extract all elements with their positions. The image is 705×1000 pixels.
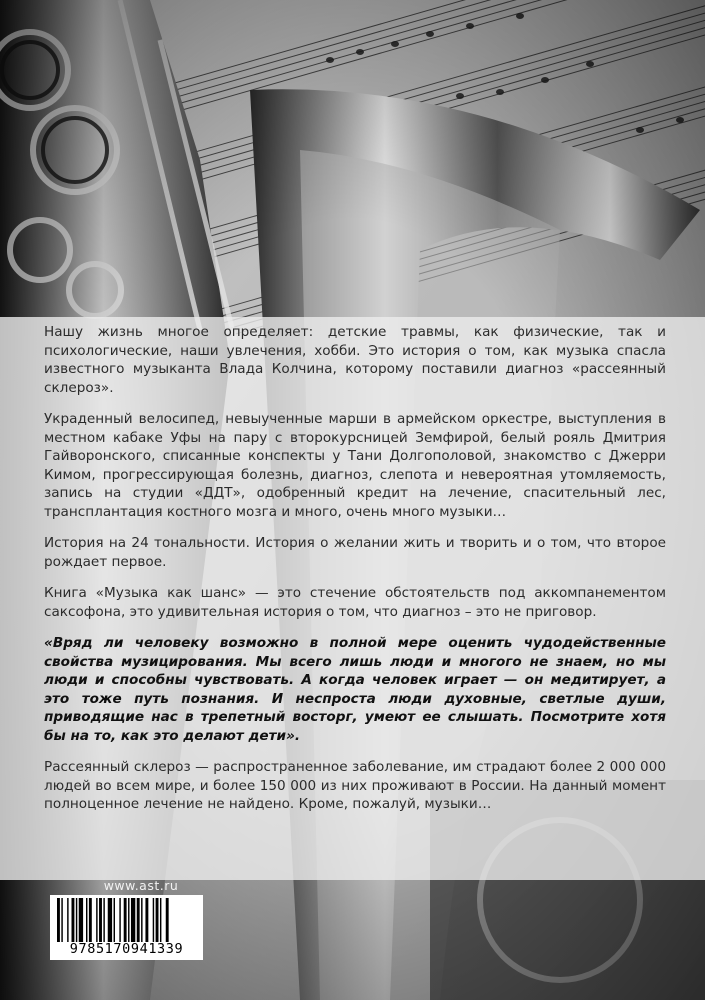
barcode-bar (153, 898, 154, 942)
barcode-bar (114, 898, 115, 942)
blurb-paragraph: Нашу жизнь многое определяет: детские травмы, как физические, так и психологические, наши увлечения, хобби. Это история о том, как музыка спасла известного музыканта Влада Колчина, которому поставили диагноз «рассеянный склероз». (44, 324, 666, 396)
isbn-number: 9785170941339 (69, 941, 184, 957)
barcode-bar (124, 898, 127, 942)
blurb-paragraph: Книга «Музыка как шанс» — это стечение обстоятельств под аккомпанементом саксофона, это удивительная история о том, что диагноз – это не приговор. (44, 585, 666, 620)
author-quote: «Вряд ли человеку возможно в полной мере оценить чудодейственные свойства музицирования. Мы всего лишь люди и многого не знаем, но мы люди и способны чувствовать. А когда человек играет — он медитирует, а это тоже путь познания. И неспроста люди духовные, светлые души, приводящие нас в трепетный восторг, умеют ее слышать. Посмотрите хотя бы на то, как это делают дети». (44, 635, 666, 744)
barcode-bar (145, 898, 148, 942)
barcode-bar (128, 898, 129, 942)
barcode-bar (72, 898, 75, 942)
barcode-bar (103, 898, 104, 942)
barcode-bar (137, 898, 140, 942)
barcode-bar (86, 898, 87, 942)
barcode-bar (67, 898, 68, 942)
blurb-closing: Рассеянный склероз — распространенное заболевание, им страдают более 2 000 000 людей во всем мире, и более 150 000 из них проживают в России. На данный момент полноценное лечение не найдено. Кроме, пожалуй, музыки… (44, 759, 666, 812)
back-cover-blurb (44, 323, 666, 827)
barcode-bar (96, 898, 97, 942)
isbn-barcode (50, 895, 203, 960)
barcode-bar (61, 898, 62, 942)
barcode-bar (131, 898, 135, 942)
barcode-bar (89, 898, 92, 942)
publisher-url: www.ast.ru (103, 878, 179, 893)
barcode-bar (166, 898, 169, 942)
blurb-paragraph: Украденный велосипед, невыученные марши в армейском оркестре, выступления в местном кабаке Уфы на пару с второкурсницей Земфирой, белый рояль Дмитрия Гайворонского, списанные конспекты у Тани Долгополовой, знакомство с Джерри Кимом, прогрессирующая болезнь, диагноз, слепота и невероятная утомляемость, запись на студии «ДДТ», одобренный кредит на лечение, спасительный лес, трансплантация костного мозга и много, очень много музыки… (44, 411, 666, 520)
barcode-bars (57, 898, 196, 942)
barcode-bar (156, 898, 159, 942)
barcode-bar (108, 898, 112, 942)
barcode-bar (79, 898, 83, 942)
barcode-bar (119, 898, 120, 942)
barcode-bar (76, 898, 77, 942)
barcode-bar (57, 898, 60, 942)
barcode-bar (160, 898, 161, 942)
barcode-bar (99, 898, 102, 942)
blurb-paragraph: История на 24 тональности. История о желании жить и творить и о том, что второе рождает первое. (44, 535, 666, 570)
barcode-bar (141, 898, 142, 942)
